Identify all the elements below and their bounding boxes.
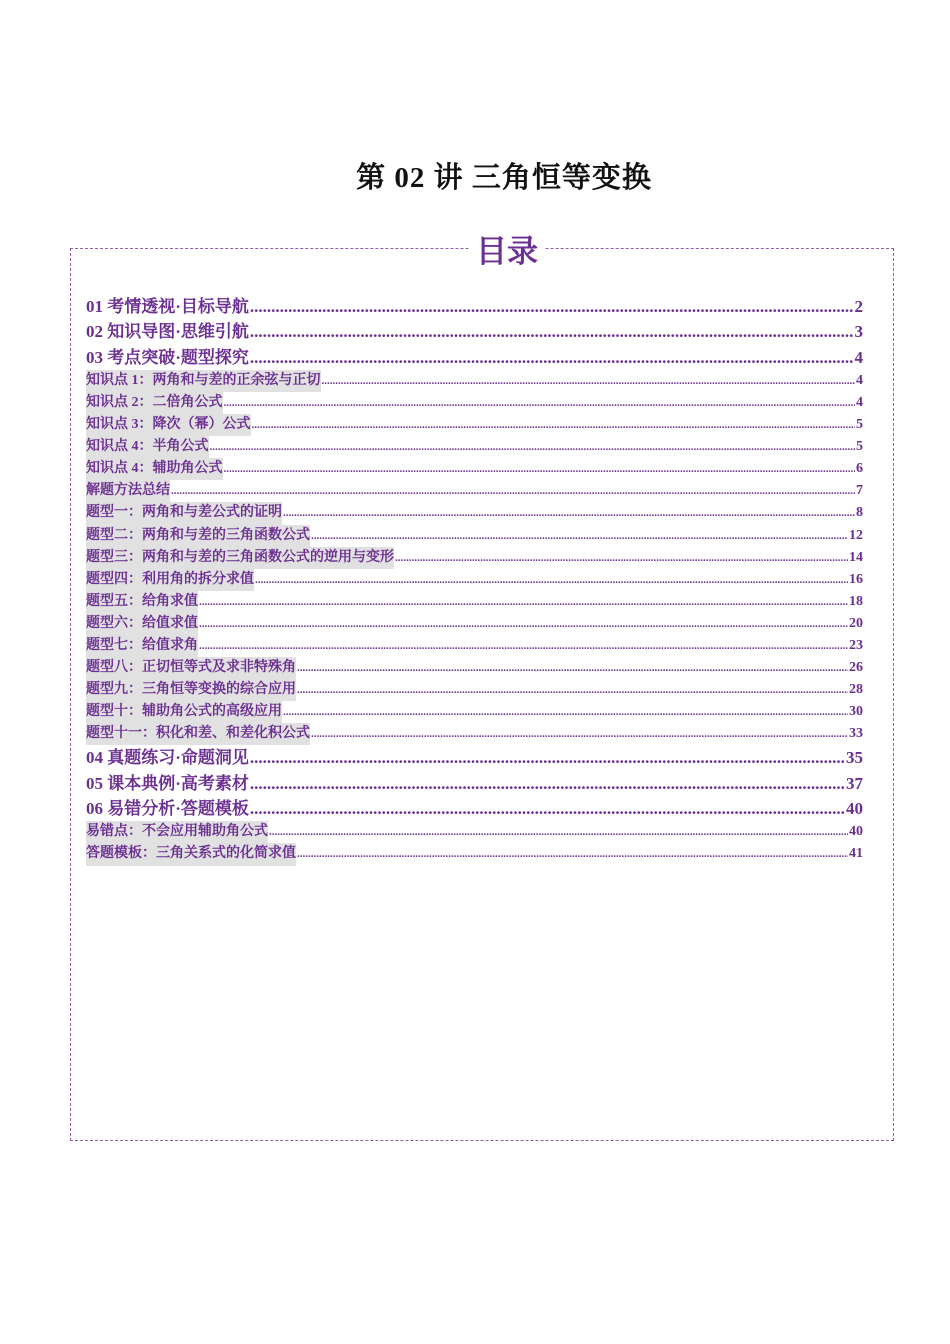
- toc-subsection-link[interactable]: [86, 370, 863, 392]
- toc-dot-leader: [224, 458, 856, 480]
- toc-entry-label: 知识点 4：辅助角公式: [86, 458, 223, 480]
- toc-entry-label: 题型四：利用角的拆分求值: [86, 569, 254, 591]
- toc-subsection-link[interactable]: [86, 458, 863, 480]
- toc-subsection-link[interactable]: [86, 843, 863, 865]
- toc-dot-leader: [250, 745, 845, 770]
- toc-heading-text: 目录: [470, 234, 544, 269]
- toc-subsection-link[interactable]: [86, 679, 863, 701]
- toc-entry-label: 知识点 1：两角和与差的正余弦与正切: [86, 370, 321, 392]
- toc-dot-leader: [250, 771, 845, 796]
- toc-section-link[interactable]: [86, 345, 863, 370]
- toc-page-number: 33: [849, 726, 863, 742]
- toc-entry-label: 题型六：给值求值: [86, 613, 198, 635]
- toc-page-number: 7: [856, 483, 863, 499]
- toc-dot-leader: [283, 502, 855, 524]
- toc-subsection-link[interactable]: [86, 414, 863, 436]
- toc-page-number: 5: [856, 417, 863, 433]
- toc-subsection-link[interactable]: [86, 701, 863, 723]
- toc-dot-leader: [322, 370, 856, 392]
- toc-subsection-link[interactable]: [86, 657, 863, 679]
- toc-page-number: 4: [854, 347, 863, 367]
- toc-entry-label: 题型七：给值求角: [86, 635, 198, 657]
- toc-entry-label: 06 易错分析·答题模板: [86, 799, 249, 819]
- toc-subsection-link[interactable]: [86, 436, 863, 458]
- toc-dot-leader: [210, 436, 856, 458]
- toc-subsection-link[interactable]: [86, 547, 863, 569]
- toc-subsection-link[interactable]: [86, 392, 863, 414]
- toc-page-number: 4: [856, 394, 863, 410]
- toc-dot-leader: [395, 547, 848, 569]
- toc-page-number: 6: [856, 461, 863, 477]
- toc-page-number: 23: [849, 638, 863, 654]
- toc-subsection-link[interactable]: [86, 502, 863, 524]
- toc-page-number: 41: [849, 846, 863, 862]
- toc-subsection-link[interactable]: [86, 525, 863, 547]
- toc-page-number: 30: [849, 704, 863, 720]
- toc-dot-leader: [255, 569, 848, 591]
- toc-page-number: 18: [849, 593, 863, 609]
- toc-entry-label: 05 课本典例·高考素材: [86, 773, 249, 793]
- toc-page-number: 4: [856, 372, 863, 388]
- toc-dot-leader: [224, 392, 856, 414]
- toc-dot-leader: [283, 701, 848, 723]
- toc-dot-leader: [252, 414, 856, 436]
- toc-page-number: 3: [854, 322, 863, 342]
- toc-subsection-link[interactable]: [86, 635, 863, 657]
- toc-entry-label: 题型八：正切恒等式及求非特殊角: [86, 657, 296, 679]
- toc-entry-label: 解题方法总结: [86, 480, 170, 502]
- toc-dot-leader: [199, 591, 848, 613]
- toc-dot-leader: [250, 294, 854, 319]
- toc-entry-label: 题型一：两角和与差公式的证明: [86, 502, 282, 524]
- toc-page-number: 20: [849, 615, 863, 631]
- toc-page-number: 26: [849, 660, 863, 676]
- toc-section-link[interactable]: [86, 796, 863, 821]
- toc-dot-leader: [269, 821, 848, 843]
- toc-page-number: 14: [849, 549, 863, 565]
- toc-entry-label: 02 知识导图·思维引航: [86, 322, 249, 342]
- toc-entry-label: 03 考点突破·题型探究: [86, 347, 249, 367]
- toc-entry-label: 知识点 4：半角公式: [86, 436, 209, 458]
- toc-section-link[interactable]: [86, 771, 863, 796]
- toc-entry-label: 题型三：两角和与差的三角函数公式的逆用与变形: [86, 547, 394, 569]
- toc-dot-leader: [297, 657, 848, 679]
- toc-dot-leader: [171, 480, 855, 502]
- toc-dot-leader: [297, 679, 848, 701]
- toc-entry-label: 04 真题练习·命题洞见: [86, 748, 249, 768]
- toc-page-number: 28: [849, 682, 863, 698]
- toc-page-number: 37: [846, 773, 863, 793]
- toc-entry-label: 题型二：两角和与差的三角函数公式: [86, 525, 310, 547]
- document-title: 第 02 讲 三角恒等变换: [356, 162, 652, 194]
- toc-page-number: 12: [849, 527, 863, 543]
- toc-dot-leader: [199, 635, 848, 657]
- toc-entry-label: 易错点：不会应用辅助角公式: [86, 821, 268, 843]
- toc-page-number: 35: [846, 748, 863, 768]
- toc-section-link[interactable]: [86, 319, 863, 344]
- toc-dot-leader: [311, 525, 848, 547]
- toc-dot-leader: [199, 613, 848, 635]
- toc-subsection-link[interactable]: [86, 569, 863, 591]
- toc-page-number: 40: [849, 824, 863, 840]
- toc-entry-label: 知识点 2：二倍角公式: [86, 392, 223, 414]
- toc-subsection-link[interactable]: [86, 723, 863, 745]
- toc-entry-label: 答题模板：三角关系式的化简求值: [86, 843, 296, 865]
- toc-heading: [0, 226, 950, 271]
- toc-dot-leader: [250, 345, 854, 370]
- toc-dot-leader: [250, 796, 845, 821]
- toc-page-number: 40: [846, 799, 863, 819]
- toc-subsection-link[interactable]: [86, 613, 863, 635]
- toc-list: [86, 294, 863, 866]
- toc-page-number: 2: [854, 297, 863, 316]
- toc-entry-label: 题型九：三角恒等变换的综合应用: [86, 679, 296, 701]
- toc-dot-leader: [250, 319, 854, 344]
- toc-page-number: 5: [856, 439, 863, 455]
- toc-subsection-link[interactable]: [86, 821, 863, 843]
- toc-dot-leader: [311, 723, 848, 745]
- toc-subsection-link[interactable]: [86, 591, 863, 613]
- toc-subsection-link[interactable]: [86, 480, 863, 502]
- toc-entry-label: 知识点 3：降次（幂）公式: [86, 414, 251, 436]
- toc-page-number: 16: [849, 571, 863, 587]
- toc-dot-leader: [297, 843, 848, 865]
- toc-section-link[interactable]: [86, 294, 863, 319]
- toc-section-link[interactable]: [86, 745, 863, 770]
- toc-entry-label: 题型十：辅助角公式的高级应用: [86, 701, 282, 723]
- toc-entry-label: 题型五：给角求值: [86, 591, 198, 613]
- toc-entry-label: 题型十一：积化和差、和差化积公式: [86, 723, 310, 745]
- toc-entry-label: 01 考情透视·目标导航: [86, 297, 249, 316]
- toc-page-number: 8: [856, 505, 863, 521]
